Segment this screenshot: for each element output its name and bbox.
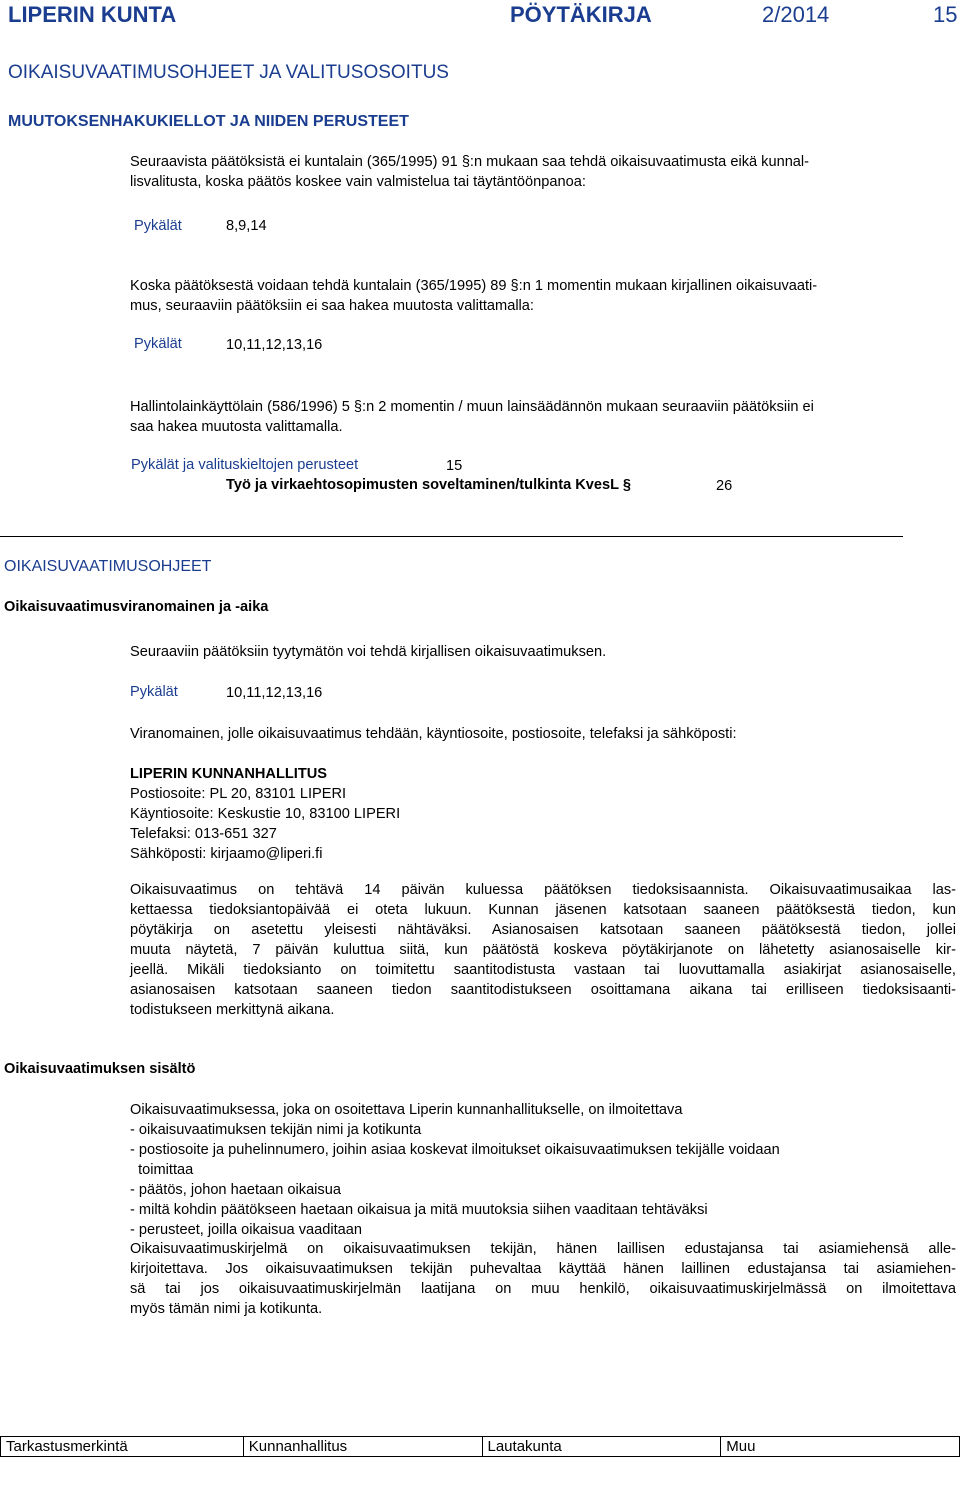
text-line: muuta näytetä, 7 päivän kuluttua siitä, kun päätöstä koskeva pöytäkirjanote on lähetetty asianosaiselle kir-: [130, 942, 956, 958]
text-line: Oikaisuvaatimus on tehtävä 14 päivän kuluessa päätöksen tiedoksisaannista. Oikaisuvaatimusaikaa las-: [130, 882, 956, 898]
paragraph-viranomainen: Viranomainen, jolle oikaisuvaatimus tehdään, käyntiosoite, postiosoite, telefaksi ja sähköposti:: [130, 726, 737, 742]
footer-box-kunnanhallitus: Kunnanhallitus: [243, 1436, 483, 1457]
list-item: - miltä kohdin päätökseen haetaan oikaisua ja mitä muutoksia siihen vaaditaan tehtäväksi: [130, 1202, 708, 1218]
paragraph-hallintolainkayttolaki: [130, 397, 956, 437]
valituskielto-value: 15: [446, 458, 463, 474]
text-line: todistukseen merkittynä aikana.: [130, 1002, 335, 1018]
text-line: saa hakea muutosta valittamalla.: [130, 419, 343, 435]
text-line: Koska päätöksestä voidaan tehdä kuntalain (365/1995) 89 §:n 1 momentin mukaan kirjallinen oikaisuvaati-: [130, 278, 818, 294]
valituskielto-label: Pykälät ja valituskieltojen perusteet: [131, 457, 359, 473]
text-line: Hallintolainkäyttölain (586/1996) 5 §:n 2 momentin / muun lainsäädännön mukaan seuraaviin päätöksiin ei: [130, 399, 814, 415]
text-line: jeellä. Mikäli tiedoksianto on toimitettu saantitodistusta vastaan tai luovuttamalla asiakirjat asianosaiselle,: [130, 962, 956, 978]
header-org: LIPERIN KUNTA: [8, 2, 177, 27]
footer-box-muu: Muu: [720, 1436, 960, 1457]
authority-name: LIPERIN KUNNANHALLITUS: [130, 766, 328, 782]
section-title-oikaisuvaatimusohjeet: OIKAISUVAATIMUSOHJEET: [4, 558, 212, 575]
section-title-muutoksenhakukiellot: MUUTOKSENHAKUKIELLOT JA NIIDEN PERUSTEET: [8, 113, 409, 130]
list-item: - postiosoite ja puhelinnumero, joihin asiaa koskevat ilmoitukset oikaisuvaatimuksen tekijälle voidaan: [130, 1142, 780, 1158]
main-title: OIKAISUVAATIMUSOHJEET JA VALITUSOSOITUS: [8, 62, 449, 83]
list-item: - päätös, johon haetaan oikaisua: [130, 1182, 341, 1198]
header-number: 2/2014: [762, 2, 830, 27]
pykalat-value: 8,9,14: [226, 218, 267, 234]
email-address: Sähköposti: kirjaamo@liperi.fi: [130, 846, 323, 862]
paragraph-kirjelma: [130, 1239, 956, 1319]
paragraph-oikaisuvaatimusaika: [130, 880, 956, 1020]
fax-number: Telefaksi: 013-651 327: [130, 826, 277, 842]
pykalat-value: 10,11,12,13,16: [226, 337, 323, 353]
list-item: - oikaisuvaatimuksen tekijän nimi ja kotikunta: [130, 1122, 422, 1138]
list-item: - perusteet, joilla oikaisua vaaditaan: [130, 1222, 363, 1238]
sisalto-list: [130, 1100, 956, 1240]
text-line: kirjoitettava. Jos oikaisuvaatimuksen tekijän puhevaltaa käyttää hänen laillinen edustajansa tai asiamiehen-: [130, 1261, 956, 1277]
kvesl-value: 26: [716, 478, 733, 494]
text-line: asianosaisen katsotaan saaneen tiedon saantitodistukseen osoittamana aikana tai erilliseen tiedoksisaanti-: [130, 982, 956, 998]
header-doc-type: PÖYTÄKIRJA: [510, 2, 652, 27]
footer-box-lautakunta: Lautakunta: [482, 1436, 722, 1457]
visiting-address: Käyntiosoite: Keskustie 10, 83100 LIPERI: [130, 806, 401, 822]
section-title-oikaisuvaatimuksen-sisalto: Oikaisuvaatimuksen sisältö: [4, 1061, 196, 1077]
text-line: kettaessa tiedoksiantopäivää ei oteta lukuun. Kunnan jäsenen katsotaan saaneen päätöksestä tiedon, kun: [130, 902, 956, 918]
pykalat-label: Pykälät: [130, 684, 178, 700]
footer-signature-boxes: [0, 1436, 960, 1457]
paragraph-kuntalaki-89: [130, 276, 956, 316]
divider: [0, 536, 903, 537]
text-line: myös tämän nimi ja kotikunta.: [130, 1301, 323, 1317]
pykalat-value: 10,11,12,13,16: [226, 685, 323, 701]
text-line: mus, seuraaviin päätöksiin ei saa hakea muutosta valittamalla:: [130, 298, 534, 314]
pykalat-label: Pykälät: [134, 218, 182, 234]
footer-box-tarkastusmerkinta: Tarkastusmerkintä: [0, 1436, 244, 1457]
pykalat-label: Pykälät: [134, 336, 182, 352]
postal-address: Postiosoite: PL 20, 83101 LIPERI: [130, 786, 347, 802]
text-line: pöytäkirja on asetettu yleisesti nähtäväksi. Asianosaisen katsotaan saaneen päätöksestä tiedon, jollei: [130, 922, 956, 938]
text-line: Seuraavista päätöksistä ei kuntalain (365/1995) 91 §:n mukaan saa tehdä oikaisuvaatimusta eikä kunnal-: [130, 154, 810, 170]
text-line: lisvalitusta, koska päätös koskee vain valmistelua tai täytäntöönpanoa:: [130, 174, 586, 190]
paragraph-oikaisuvaatimus-intro: Seuraaviin päätöksiin tyytymätön voi tehdä kirjallisen oikaisuvaatimuksen.: [130, 644, 607, 660]
text-line: Oikaisuvaatimuskirjelmä on oikaisuvaatimuksen tekijän, hänen laillisen edustajansa tai asiamiehensä alle-: [130, 1241, 956, 1257]
paragraph-kuntalaki-91: [130, 152, 956, 192]
text-line: Oikaisuvaatimuksessa, joka on osoitettava Liperin kunnanhallitukselle, on ilmoitettava: [130, 1102, 683, 1118]
list-item: toimittaa: [130, 1162, 194, 1178]
subtitle-viranomainen-ja-aika: Oikaisuvaatimusviranomainen ja -aika: [4, 599, 269, 615]
kvesl-label: Työ ja virkaehtosopimusten soveltaminen/tulkinta KvesL §: [226, 477, 631, 493]
text-line: sä tai jos oikaisuvaatimuskirjelmän laatijana on muu henkilö, oikaisuvaatimuskirjelmässä on ilmoitettava: [130, 1281, 956, 1297]
header-page-number: 15: [933, 2, 958, 27]
